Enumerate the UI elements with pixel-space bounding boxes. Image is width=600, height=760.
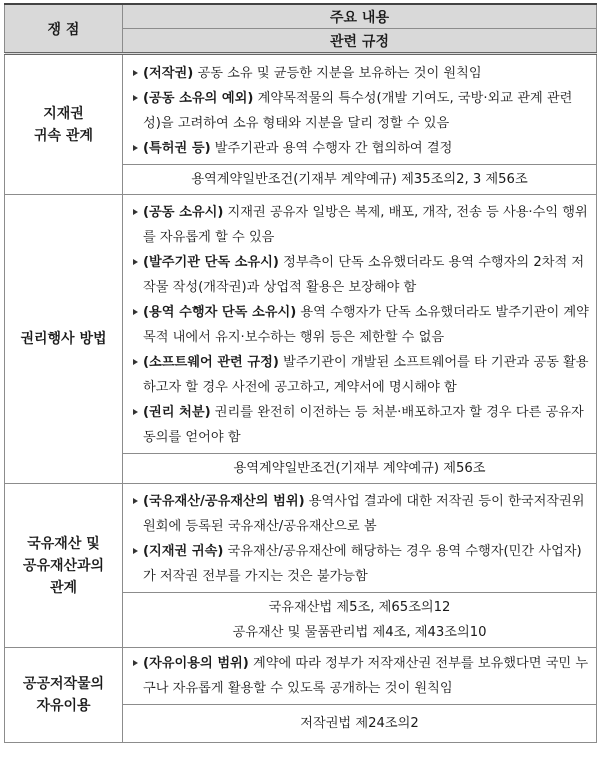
issue-line: 관계 [49, 579, 78, 596]
bullet-arrow-icon [133, 660, 138, 666]
point-text: 계약에 따라 정부가 저작재산권 전부를 보유했다면 국민 누구나 자유롭게 활용할 수 있도록 공개하는 것이 원칙임 [143, 656, 589, 696]
issue-line: 귀속 관계 [34, 127, 93, 144]
regulation-reference [123, 453, 596, 483]
point-tag: (용역 수행자 단독 소유시) [143, 305, 297, 320]
content-cell [123, 484, 597, 648]
bullet-arrow-icon [133, 548, 138, 554]
issue-cell [5, 54, 123, 195]
point-tag: (권리 처분) [143, 405, 211, 420]
issue-cell [5, 648, 123, 743]
list-item [133, 61, 590, 86]
bullet-arrow-icon [133, 259, 138, 265]
point-text: 용역사업 결과에 대한 저작권 등이 한국저작권위원회에 등록된 국유재산/공유재산으로 봄 [143, 494, 585, 534]
list-item [133, 400, 590, 450]
reference-line: 공유재산 및 물품관리법 제4조, 제43조의10 [232, 625, 487, 640]
issue-cell [5, 195, 123, 484]
list-item [133, 350, 590, 400]
point-tag: (공동 소유의 예외) [143, 91, 254, 106]
reference-line: 저작권법 제24조의2 [300, 716, 419, 731]
regulation-reference [123, 592, 596, 647]
point-text: 권리를 완전히 이전하는 등 처분·배포하고자 할 경우 다른 공유자 동의를 얻어야 함 [143, 405, 584, 445]
bullet-arrow-icon [133, 209, 138, 215]
point-text: 국유재산/공유재산에 해당하는 경우 용역 수행자(민간 사업자)가 저작권 전부를 가지는 것은 불가능함 [143, 544, 582, 584]
list-item [133, 136, 590, 161]
point-text: 공동 소유 및 균등한 지분을 보유하는 것이 원칙임 [193, 66, 482, 81]
point-text: 계약목적물의 특수성(개발 기여도, 국방·외교 관계 관련성)을 고려하여 소유 형태와 지분을 달리 정할 수 있음 [143, 91, 573, 131]
content-cell [123, 195, 597, 484]
table-row [5, 484, 597, 648]
bullet-arrow-icon [133, 95, 138, 101]
list-item [133, 651, 590, 701]
bullet-arrow-icon [133, 145, 138, 151]
content-cell [123, 648, 597, 743]
list-item [133, 489, 590, 539]
list-item [133, 86, 590, 136]
issue-line: 자유이용 [36, 698, 91, 714]
point-text: 용역 수행자가 단독 소유했더라도 발주기관이 계약 목적 내에서 유지·보수하는 행위 등은 제한할 수 없음 [143, 305, 589, 345]
point-text: 정부측이 단독 소유했더라도 용역 수행자의 2차적 저작물 작성(개작권)과 상업적 활용은 보장해야 함 [143, 255, 585, 295]
regulation-reference [123, 164, 596, 194]
bullet-arrow-icon [133, 409, 138, 415]
reference-line: 용역계약일반조건(기재부 계약예규) 제35조의2, 3 제56조 [191, 172, 528, 187]
point-tag: (저작권) [143, 66, 194, 81]
point-text: 지재권 공유자 일방은 복제, 배포, 개작, 전송 등 사용·수익 행위를 자유롭게 할 수 있음 [143, 205, 588, 245]
point-tag: (국유재산/공유재산의 범위) [143, 494, 305, 509]
regulation-reference [123, 704, 596, 742]
content-cell [123, 54, 597, 195]
issue-header: 쟁 점 [5, 4, 123, 54]
table-row [5, 54, 597, 195]
issue-line: 공공저작물의 [22, 676, 105, 692]
list-item [133, 300, 590, 350]
point-tag: (공동 소유시) [143, 205, 224, 220]
issue-cell [5, 484, 123, 648]
list-item [133, 250, 590, 300]
bullet-arrow-icon [133, 359, 138, 365]
bullet-arrow-icon [133, 309, 138, 315]
issue-line: 공유재산과의 [22, 557, 105, 574]
reference-line: 국유재산법 제5조, 제65조의12 [268, 600, 451, 615]
bullet-arrow-icon [133, 70, 138, 76]
point-tag: (특허권 등) [143, 141, 211, 156]
issue-line: 권리행사 방법 [20, 331, 107, 347]
point-tag: (발주기관 단독 소유시) [143, 255, 279, 270]
point-tag: (자유이용의 범위) [143, 656, 249, 671]
issue-line: 지재권 [43, 105, 84, 122]
point-tag: (소프트웨어 관련 규정) [143, 355, 279, 370]
reference-line: 용역계약일반조건(기재부 계약예규) 제56조 [233, 461, 486, 476]
issue-line: 국유재산 및 [27, 535, 100, 552]
table-row [5, 648, 597, 743]
list-item [133, 539, 590, 589]
regulation-header: 관련 규정 [123, 29, 597, 54]
bullet-arrow-icon [133, 498, 138, 504]
content-header: 주요 내용 [123, 4, 597, 29]
table-row [5, 195, 597, 484]
regulation-table [4, 3, 597, 743]
point-tag: (지재권 귀속) [143, 544, 224, 559]
point-text: 발주기관과 용역 수행자 간 협의하여 결정 [210, 141, 453, 156]
list-item [133, 200, 590, 250]
point-text: 발주기관이 개발된 소프트웨어를 타 기관과 공동 활용하고자 할 경우 사전에 공고하고, 계약서에 명시해야 함 [143, 355, 589, 395]
